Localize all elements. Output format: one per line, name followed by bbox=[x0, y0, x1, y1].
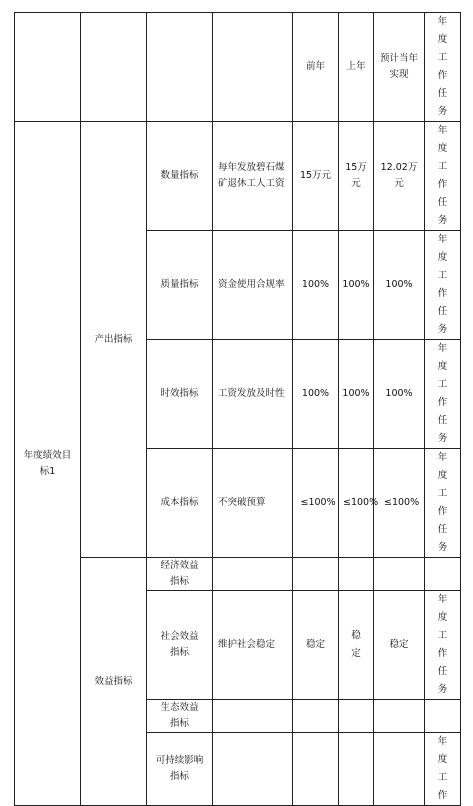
goal-label-text: 年度绩效目标1 bbox=[23, 449, 72, 477]
indicator-text: 经济效益指标 bbox=[160, 560, 199, 587]
desc-cell bbox=[213, 700, 293, 733]
table-row bbox=[15, 558, 461, 591]
desc-cell bbox=[213, 733, 293, 806]
header-blank bbox=[147, 13, 213, 122]
indicator-cell bbox=[147, 558, 213, 591]
indicator-cell: 成本指标 bbox=[147, 449, 213, 558]
desc-cell: 不突破预算 bbox=[213, 449, 293, 558]
header-last-year: 上年 bbox=[339, 13, 374, 122]
task-text: 年度工作任务 bbox=[437, 234, 448, 335]
task-text: 年度工作任务 bbox=[437, 125, 448, 226]
expected-cell: 12.02万元 bbox=[374, 122, 425, 231]
group-output: 产出指标 bbox=[81, 122, 147, 558]
indicator-cell: 数量指标 bbox=[147, 122, 213, 231]
task-cell bbox=[425, 231, 461, 340]
expected-text: ≤100% bbox=[384, 497, 420, 508]
task-text: 年度工作任务 bbox=[437, 343, 448, 444]
last-cell bbox=[339, 733, 374, 806]
header-row bbox=[15, 13, 461, 122]
last-cell: 100% bbox=[339, 231, 374, 340]
performance-table bbox=[14, 12, 461, 806]
header-task bbox=[425, 13, 461, 122]
prev-cell bbox=[293, 558, 339, 591]
expected-cell bbox=[374, 558, 425, 591]
prev-cell bbox=[293, 700, 339, 733]
last-cell bbox=[339, 449, 379, 558]
header-prev-year: 前年 bbox=[293, 13, 339, 122]
indicator-cell bbox=[147, 591, 213, 700]
indicator-cell: 时效指标 bbox=[147, 340, 213, 449]
prev-cell: 15万元 bbox=[293, 122, 339, 231]
last-text: 稳定 bbox=[351, 630, 361, 659]
last-cell: 100% bbox=[339, 340, 374, 449]
header-expected-text: 预计当年实现 bbox=[379, 53, 418, 80]
expected-cell bbox=[374, 733, 425, 806]
desc-cell: 资金使用合规率 bbox=[213, 231, 293, 340]
task-cell bbox=[425, 733, 461, 806]
indicator-cell bbox=[147, 733, 213, 806]
indicator-text: 可持续影响指标 bbox=[155, 755, 204, 782]
prev-cell: 100% bbox=[293, 231, 339, 340]
last-cell bbox=[339, 700, 374, 733]
expected-cell: 100% bbox=[374, 340, 425, 449]
table-row bbox=[15, 122, 461, 231]
task-text: 年度工作任务 bbox=[437, 452, 448, 553]
expected-cell: 稳定 bbox=[374, 591, 425, 700]
prev-text: ≤100% bbox=[300, 497, 336, 508]
group-benefit: 效益指标 bbox=[81, 558, 147, 806]
header-expected bbox=[374, 13, 425, 122]
prev-cell: 稳定 bbox=[293, 591, 339, 700]
expected-cell bbox=[374, 449, 425, 558]
prev-cell bbox=[293, 449, 339, 558]
task-cell bbox=[425, 340, 461, 449]
header-blank bbox=[15, 13, 81, 122]
prev-cell bbox=[293, 733, 339, 806]
last-cell: 15万元 bbox=[339, 122, 374, 231]
last-cell bbox=[339, 558, 374, 591]
header-task-text: 年度工作任务 bbox=[437, 16, 448, 117]
header-blank bbox=[81, 13, 147, 122]
prev-cell: 100% bbox=[293, 340, 339, 449]
indicator-cell: 质量指标 bbox=[147, 231, 213, 340]
task-text: 年度工作 bbox=[437, 736, 448, 801]
desc-cell: 维护社会稳定 bbox=[213, 591, 293, 700]
indicator-cell bbox=[147, 700, 213, 733]
task-cell bbox=[425, 558, 461, 591]
expected-cell bbox=[374, 700, 425, 733]
header-blank bbox=[213, 13, 293, 122]
last-text: ≤100% bbox=[343, 497, 379, 508]
task-cell bbox=[425, 122, 461, 231]
goal-label bbox=[15, 122, 81, 806]
task-text: 年度工作任务 bbox=[437, 594, 448, 695]
desc-cell: 每年发放碧石煤矿退休工人工资 bbox=[213, 122, 293, 231]
task-cell bbox=[425, 449, 461, 558]
expected-cell: 100% bbox=[374, 231, 425, 340]
indicator-text: 社会效益指标 bbox=[160, 631, 199, 658]
task-cell bbox=[425, 591, 461, 700]
desc-cell: 工资发放及时性 bbox=[213, 340, 293, 449]
indicator-text: 生态效益指标 bbox=[160, 702, 199, 729]
last-cell bbox=[339, 591, 374, 700]
task-cell bbox=[425, 700, 461, 733]
desc-cell bbox=[213, 558, 293, 591]
